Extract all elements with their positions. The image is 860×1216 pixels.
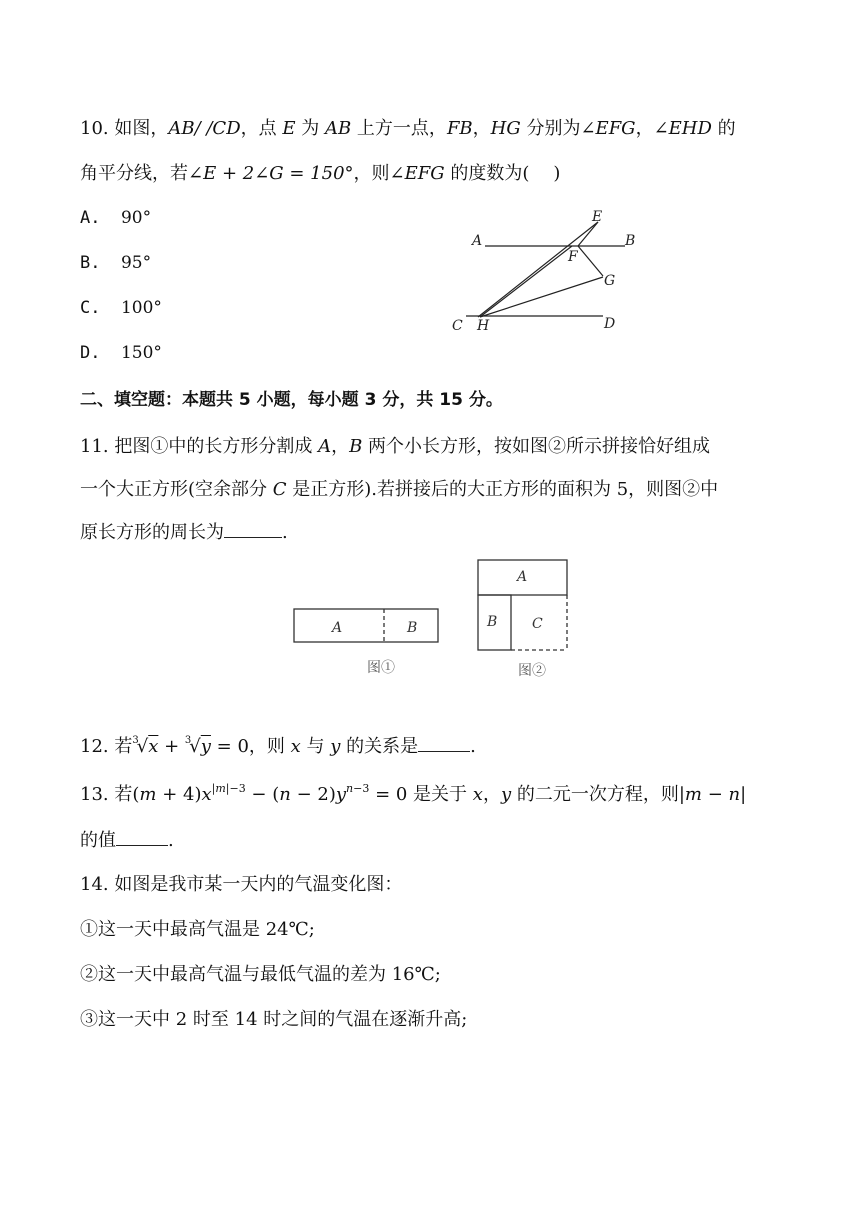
fig-label-b: B bbox=[625, 233, 636, 249]
section-heading: 二、填空题：本题共 5 小题，每小题 3 分，共 15 分。 bbox=[80, 390, 503, 410]
q11-line2: 一个大正方形(空余部分 C 是正方形).若拼接后的大正方形的面积为 5，则图②中 bbox=[80, 479, 719, 500]
fig1-caption: 图① bbox=[367, 660, 395, 676]
fig-label-e: E bbox=[592, 209, 603, 225]
fig-label-g: G bbox=[604, 273, 616, 289]
option-c: C. 100° bbox=[80, 298, 162, 318]
fig-label-a: A bbox=[472, 233, 483, 249]
q10-line2: 角平分线，若∠E + 2∠G = 150°，则∠EFG 的度数为( ) bbox=[80, 163, 561, 184]
fig-label-d: D bbox=[604, 316, 616, 332]
fig-label-c: C bbox=[452, 318, 463, 334]
q11-line1: 11. 把图①中的长方形分割成 A，B 两个小长方形，按如图②所示拼接恰好组成 bbox=[80, 436, 711, 457]
answer-blank[interactable] bbox=[116, 829, 168, 846]
fig2-label-c: C bbox=[532, 616, 543, 632]
answer-blank[interactable] bbox=[418, 735, 470, 752]
fig2-label-b: B bbox=[487, 614, 498, 630]
fig-label-h: H bbox=[477, 318, 490, 334]
fig1-label-b: B bbox=[407, 620, 418, 636]
option-a: A. 90° bbox=[80, 208, 152, 228]
q14-statement-3: ③这一天中 2 时至 14 时之间的气温在逐渐升高; bbox=[80, 1009, 468, 1030]
q14-statement-1: ①这一天中最高气温是 24℃; bbox=[80, 919, 315, 940]
q12-line: 12. 若$^3$√x + $^3$√y = 0，则 x 与 y 的关系是 . bbox=[80, 735, 476, 757]
fig1-label-a: A bbox=[332, 620, 343, 636]
fig-label-f: F bbox=[568, 249, 578, 265]
option-d: D. 150° bbox=[80, 343, 162, 363]
q13-line1: 13. 若$(m + 4)x^{|m|-3} - (n - 2)y^{n-3} = 0$ 是关于 x，y 的二元一次方程，则|m − n| bbox=[80, 782, 747, 805]
fig2-label-a: A bbox=[517, 569, 528, 585]
q14-line1: 14. 如图是我市某一天内的气温变化图： bbox=[80, 874, 403, 895]
answer-blank[interactable] bbox=[224, 521, 282, 538]
fig2-caption: 图② bbox=[518, 663, 546, 679]
q13-line2: 的值 . bbox=[80, 830, 174, 851]
option-b: B. 95° bbox=[80, 253, 152, 273]
q10-line1: 10. 如图，AB/ /CD，点 E 为 AB 上方一点，FB，HG 分别为∠EFG，∠EHD 的 bbox=[80, 118, 736, 139]
q11-line3: 原长方形的周长为 . bbox=[80, 522, 288, 543]
q14-statement-2: ②这一天中最高气温与最低气温的差为 16℃; bbox=[80, 964, 441, 985]
